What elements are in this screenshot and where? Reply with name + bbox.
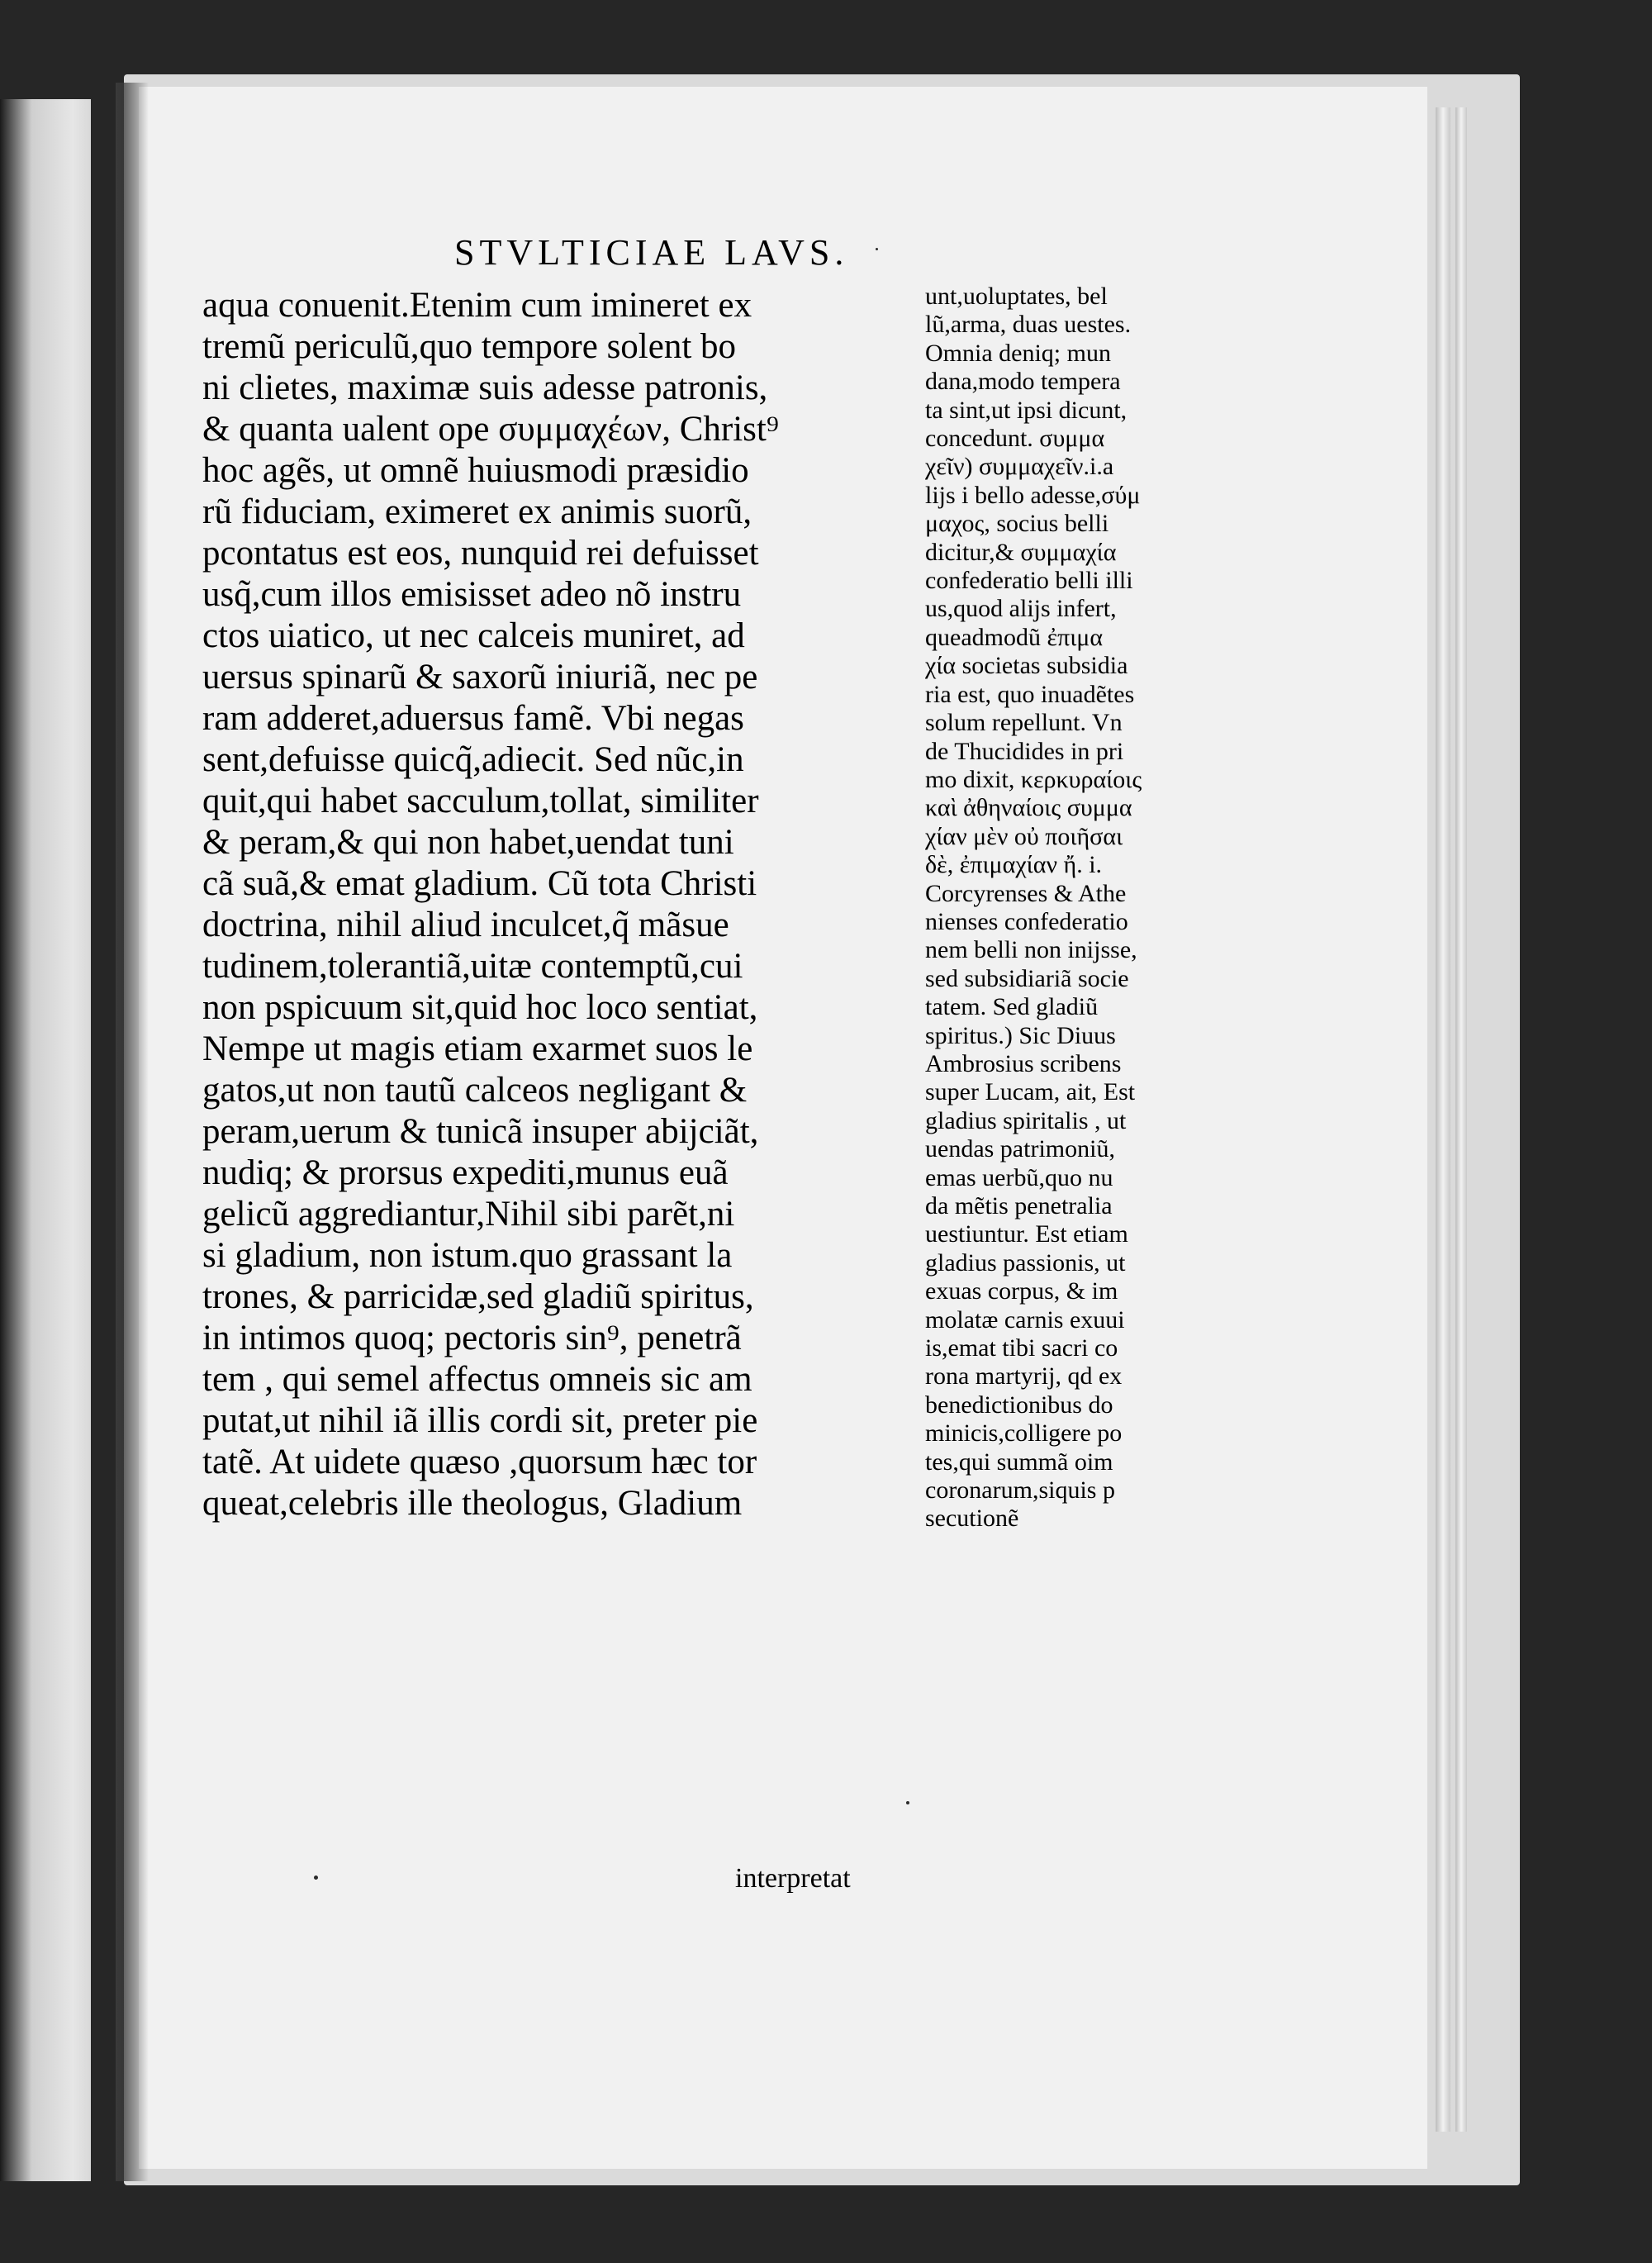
catchword: interpretat (735, 1863, 851, 1894)
text-line: ctos uiatico, ut nec calceis muniret, ad (202, 616, 745, 655)
running-header: STVLTICIAE LAVS. (454, 232, 849, 273)
text-line: non pspicuum sit,quid hoc loco sentiat, (202, 988, 758, 1027)
text-line: exuas corpus, & im (925, 1277, 1118, 1305)
text-line: quit,qui habet sacculum,tollat, similiter (202, 782, 759, 820)
text-line: & peram,& qui non habet,uendat tuni (202, 823, 734, 862)
text-line: confederatio belli illi (925, 567, 1133, 595)
text-line: de Thucidides in pri (925, 737, 1124, 765)
text-line: dana,modo tempera (925, 368, 1121, 396)
text-line: Omnia deniq; mun (925, 339, 1111, 367)
left-page-edge (0, 99, 91, 2181)
text-line: ram adderet,aduersus famẽ. Vbi negas (202, 699, 744, 738)
text-line: trones, & parricidæ,sed gladiũ spiritus, (202, 1277, 754, 1316)
ink-speck (314, 1876, 318, 1880)
text-line: tes,qui summã oim (925, 1448, 1113, 1476)
text-line: lijs i bello adesse,σύμ (925, 481, 1141, 509)
text-line: coronarum,siquis p (925, 1476, 1115, 1505)
text-line: minicis,colligere po (925, 1419, 1123, 1448)
text-line: Nempe ut magis etiam exarmet suos le (202, 1029, 753, 1068)
text-line: tudinem,tolerantiã,uitæ contemptũ,cui (202, 947, 743, 986)
text-line: peram,uerum & tunicã insuper abijciãt, (202, 1112, 759, 1151)
text-line: Corcyrenses & Athe (925, 879, 1127, 907)
text-line: & quanta ualent ope συμμαχέων, Christ⁹ (202, 410, 779, 449)
text-line: molatæ carnis exuui (925, 1305, 1125, 1334)
text-line: spiritus.) Sic Diuus (925, 1021, 1116, 1049)
text-line: uestiuntur. Est etiam (925, 1220, 1128, 1248)
ink-speck (906, 1801, 909, 1804)
text-line: in intimos quoq; pectoris sin⁹, penetrã (202, 1319, 742, 1357)
text-line: pcontatus est eos, nunquid rei defuisset (202, 534, 759, 573)
text-line: is,emat tibi sacri co (925, 1334, 1118, 1362)
spine-shadow (116, 83, 149, 2181)
text-line: gladius passionis, ut (925, 1248, 1126, 1277)
text-line: super Lucam, ait, Est (925, 1078, 1136, 1106)
text-line: concedunt. συμμα (925, 425, 1105, 453)
text-line: sent,defuisse quicq̃,adiecit. Sed nũc,in (202, 740, 744, 779)
text-line: μαχος, socius belli (925, 510, 1109, 538)
text-line: lũ,arma, duas uestes. (925, 311, 1132, 339)
text-line: rũ fiduciam, eximeret ex animis suorũ, (202, 492, 752, 531)
text-line: queat,celebris ille theologus, Gladium (202, 1484, 743, 1523)
text-line: nudiq; & prorsus expediti,munus euã (202, 1153, 729, 1192)
text-line: tatẽ. At uidete quæso ,quorsum hæc tor (202, 1443, 757, 1481)
text-line: hoc agẽs, ut omnẽ huiusmodi præsidio (202, 451, 749, 490)
text-line: tatem. Sed gladiũ (925, 993, 1099, 1021)
text-line: solum repellunt. Vn (925, 709, 1123, 737)
text-line: χία societas subsidia (925, 652, 1128, 680)
text-line: nienses confederatio (925, 907, 1128, 935)
text-line: benedictionibus do (925, 1391, 1113, 1419)
text-line: doctrina, nihil aliud inculcet,q̃ mãsue (202, 906, 729, 944)
text-line: ni clietes, maximæ suis adesse patronis, (202, 368, 768, 407)
text-line: queadmodũ ἐπιμα (925, 623, 1104, 651)
text-line: uendas patrimoniũ, (925, 1135, 1115, 1163)
ink-speck (876, 248, 878, 250)
text-line: putat,ut nihil iã illis cordi sit, preter pie (202, 1401, 758, 1440)
text-line: Ambrosius scribens (925, 1049, 1122, 1077)
text-line: tremũ periculũ,quo tempore solent bo (202, 327, 737, 366)
commentary-column (925, 283, 1222, 1533)
text-line: ria est, quo inuadẽtes (925, 680, 1135, 708)
page-edge-strip (1436, 107, 1450, 2132)
text-line: nem belli non inijsse, (925, 936, 1137, 964)
text-line: tem , qui semel affectus omneis sic am (202, 1360, 752, 1399)
text-line: secutionẽ (925, 1505, 1019, 1533)
text-line: sed subsidiariã socie (925, 964, 1129, 992)
text-line: gelicũ aggrediantur,Nihil sibi parẽt,ni (202, 1195, 735, 1234)
text-line: gatos,ut non tautũ calceos negligant & (202, 1071, 748, 1110)
main-text-column (202, 285, 913, 1524)
text-line: uersus spinarũ & saxorũ iniuriã, nec pe (202, 658, 758, 696)
text-line: si gladium, non istum.quo grassant la (202, 1236, 733, 1275)
text-line: dicitur,& συμμαχία (925, 538, 1117, 566)
text-line: χίαν μὲν οὐ ποιῆσαι (925, 822, 1123, 850)
text-line: usq̃,cum illos emisisset adeo nõ instru (202, 575, 742, 614)
text-line: emas uerbũ,quo nu (925, 1163, 1113, 1191)
text-line: aqua conuenit.Etenim cum imineret ex (202, 286, 752, 325)
text-line: unt,uoluptates, bel (925, 283, 1108, 310)
text-line: ta sint,ut ipsi dicunt, (925, 396, 1127, 424)
text-line: χεῖν) συμμαχεῖν.i.a (925, 453, 1114, 481)
text-line: da mẽtis penetralia (925, 1192, 1113, 1219)
text-line: δὲ, ἐπιμαχίαν ἤ. i. (925, 851, 1103, 879)
text-line: cã suã,& emat gladium. Cũ tota Christi (202, 864, 757, 903)
page-edge-strip (1455, 107, 1467, 2132)
text-line: us,quod alijs infert, (925, 595, 1117, 623)
text-line: gladius spiritalis , ut (925, 1106, 1127, 1134)
text-line: καὶ ἀθηναίοις συμμα (925, 794, 1132, 822)
text-line: rona martyrij, qd ex (925, 1362, 1123, 1391)
text-line: mo dixit, κερκυραίοις (925, 765, 1142, 793)
